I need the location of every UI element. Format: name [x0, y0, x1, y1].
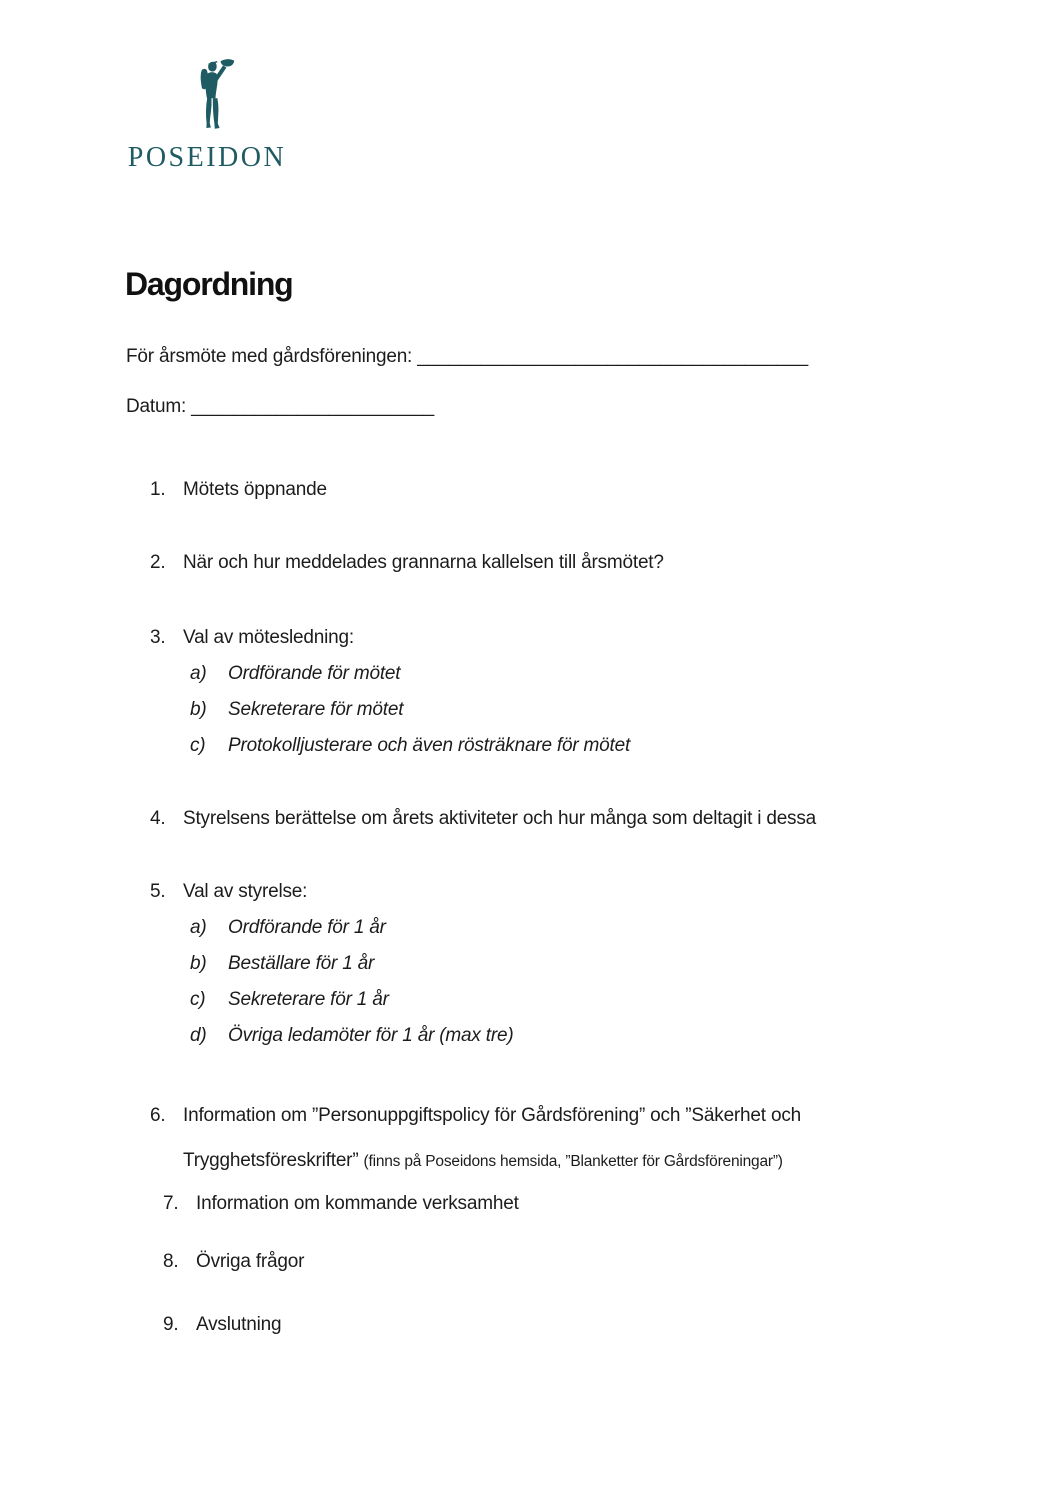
- agenda-item-5b: [0, 950, 930, 977]
- subitem-letter: d): [190, 1025, 207, 1046]
- subitem-text: Sekreterare för mötet: [228, 699, 404, 720]
- agenda-item-7: [0, 1190, 930, 1217]
- poseidon-statue-icon: [173, 55, 241, 135]
- agenda-item-4: [0, 805, 930, 832]
- item-text: Val av mötesledning:: [183, 627, 354, 648]
- item-text: Val av styrelse:: [183, 881, 308, 902]
- item-number: 1.: [150, 479, 166, 500]
- item-number: 7.: [163, 1193, 179, 1214]
- item-text: Mötets öppnande: [183, 479, 327, 500]
- item-number: 3.: [150, 627, 166, 648]
- item-text: Styrelsens berättelse om årets aktiviteter och hur många som deltagit i dessa: [183, 808, 817, 829]
- agenda-item-5a: [0, 914, 930, 941]
- subitem-text: Ordförande för 1 år: [228, 917, 386, 938]
- subitem-letter: a): [190, 663, 207, 684]
- subitem-text: Övriga ledamöter för 1 år (max tre): [228, 1025, 514, 1046]
- item-number: 5.: [150, 881, 166, 902]
- meeting-name-label: För årsmöte med gårdsföreningen:: [126, 346, 413, 367]
- agenda-item-9: [0, 1311, 930, 1338]
- item-text: Information om kommande verksamhet: [196, 1193, 519, 1214]
- subitem-letter: c): [190, 989, 206, 1010]
- agenda-item-3a: [0, 660, 930, 687]
- agenda-item-3b: [0, 696, 930, 723]
- meeting-name-line: [126, 346, 808, 368]
- item-text: Avslutning: [196, 1314, 282, 1335]
- agenda-item-5d: [0, 1022, 930, 1049]
- date-blank-field[interactable]: _______________________: [191, 396, 435, 417]
- subitem-text: Sekreterare för 1 år: [228, 989, 389, 1010]
- page-title: Dagordning: [125, 266, 293, 302]
- agenda-list: [0, 476, 930, 1338]
- subitem-letter: b): [190, 699, 207, 720]
- item-6-main-text: Information om ”Personuppgiftspolicy för Gårdsförening” och ”Säkerhet och Trygghetsföreskrifter”: [183, 1105, 801, 1171]
- item-number: 8.: [163, 1251, 179, 1272]
- item-text: När och hur meddelades grannarna kallelsen till årsmötet?: [183, 552, 664, 573]
- agenda-item-3c: [0, 732, 930, 759]
- subitem-letter: c): [190, 735, 206, 756]
- date-line: [126, 396, 434, 418]
- subitem-letter: b): [190, 953, 207, 974]
- poseidon-wordmark: POSEIDON: [127, 142, 287, 173]
- agenda-item-5c: [0, 986, 930, 1013]
- item-number: 9.: [163, 1314, 179, 1335]
- item-number: 4.: [150, 808, 166, 829]
- item-number: 6.: [150, 1105, 166, 1126]
- item-6-note-text: (finns på Poseidons hemsida, ”Blanketter för Gårdsföreningar”): [363, 1153, 783, 1170]
- subitem-text: Ordförande för mötet: [228, 663, 401, 684]
- agenda-item-5: [0, 878, 930, 905]
- subitem-text: Protokolljusterare och även rösträknare för mötet: [228, 735, 631, 756]
- item-number: 2.: [150, 552, 166, 573]
- subitem-text: Beställare för 1 år: [228, 953, 375, 974]
- agenda-item-2: [0, 549, 930, 576]
- agenda-item-6: [0, 1093, 930, 1184]
- agenda-item-8: [0, 1248, 930, 1275]
- subitem-letter: a): [190, 917, 207, 938]
- agenda-item-3: [0, 624, 930, 651]
- item-text: Övriga frågor: [196, 1251, 305, 1272]
- date-label: Datum:: [126, 396, 187, 417]
- agenda-item-1: [0, 476, 930, 503]
- poseidon-logo: [123, 55, 291, 174]
- item-text: [183, 1093, 923, 1184]
- meeting-name-blank-field[interactable]: _____________________________________: [417, 346, 809, 367]
